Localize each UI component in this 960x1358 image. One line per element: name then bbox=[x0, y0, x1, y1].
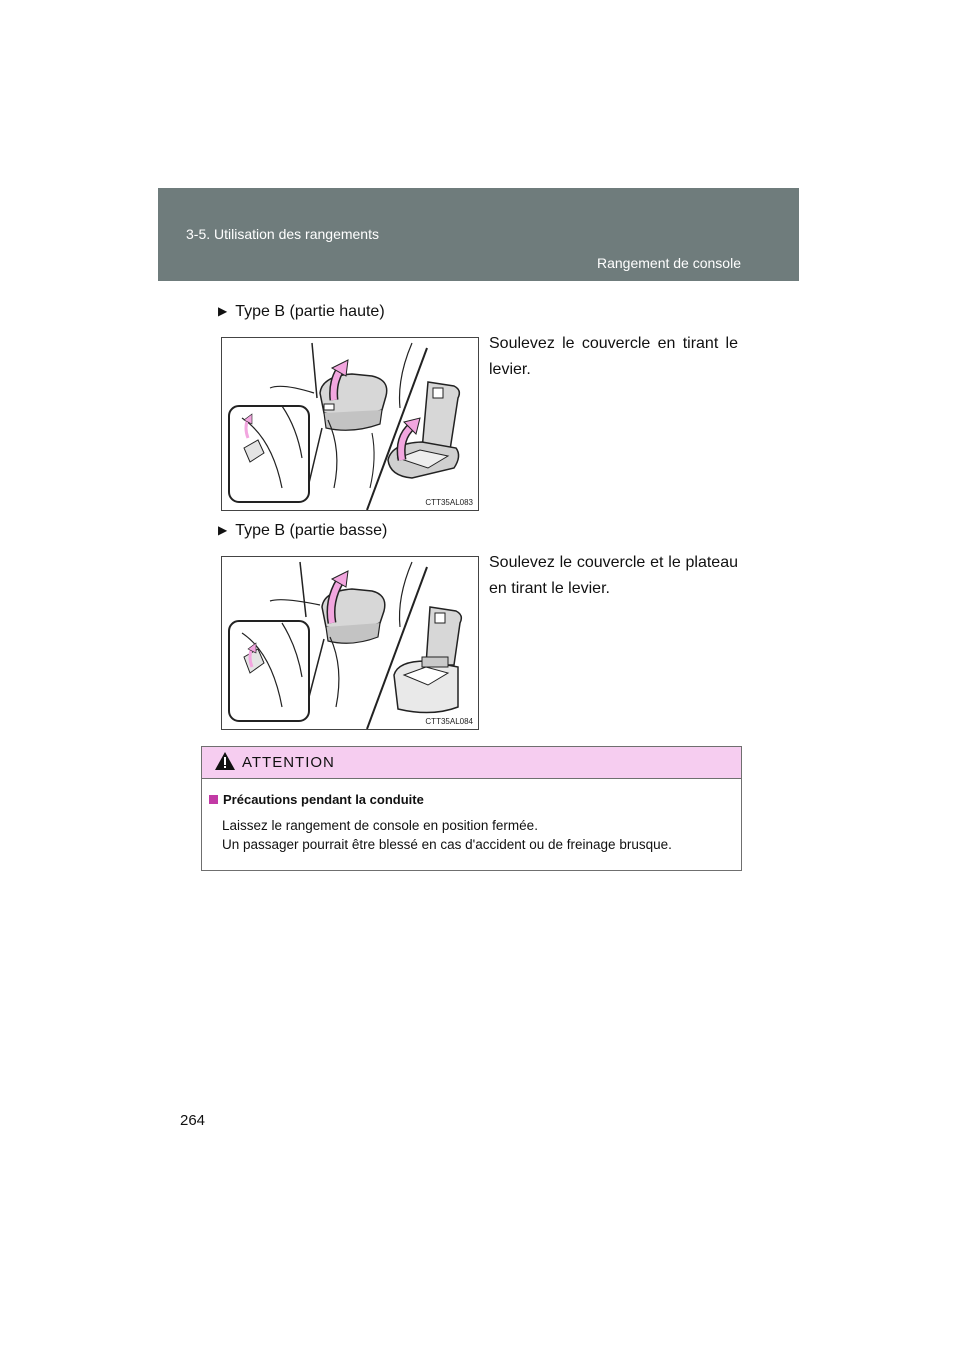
warning-triangle-icon bbox=[214, 751, 236, 771]
chapter-header-band bbox=[158, 188, 799, 281]
attention-header bbox=[202, 747, 741, 779]
instruction-lower: Soulevez le couvercle et le plateau en tirant le levier. bbox=[489, 554, 738, 597]
type-heading-upper bbox=[218, 303, 385, 321]
type-heading-lower bbox=[218, 522, 387, 540]
attention-line: Laissez le rangement de console en position fermée. bbox=[222, 818, 538, 833]
attention-subtitle bbox=[209, 792, 424, 807]
page-number: 264 bbox=[180, 1112, 206, 1129]
attention-title: ATTENTION bbox=[242, 754, 335, 771]
console-lower-illustration bbox=[222, 557, 478, 729]
console-upper-illustration bbox=[222, 338, 478, 510]
instruction-upper: Soulevez le couvercle en tirant le levier. bbox=[489, 335, 738, 378]
figure-lower-compartment bbox=[221, 556, 479, 730]
figure-code-lower: CTT35AL084 bbox=[425, 717, 473, 726]
type-heading-lower-text: Type B (partie basse) bbox=[235, 522, 388, 539]
bullet-arrow-icon: ▶ bbox=[218, 304, 228, 318]
square-bullet-icon bbox=[209, 795, 218, 804]
attention-box bbox=[201, 746, 742, 871]
topic-label: Rangement de console bbox=[597, 255, 741, 271]
figure-upper-compartment bbox=[221, 337, 479, 511]
bullet-arrow-icon: ▶ bbox=[218, 523, 228, 537]
type-heading-upper-text: Type B (partie haute) bbox=[235, 303, 385, 320]
figure-code-upper: CTT35AL083 bbox=[425, 498, 473, 507]
attention-subtitle-text: Précautions pendant la conduite bbox=[223, 792, 424, 807]
section-label: 3-5. Utilisation des rangements bbox=[186, 226, 379, 242]
attention-line: Un passager pourrait être blessé en cas d'accident ou de freinage brusque. bbox=[222, 837, 672, 852]
